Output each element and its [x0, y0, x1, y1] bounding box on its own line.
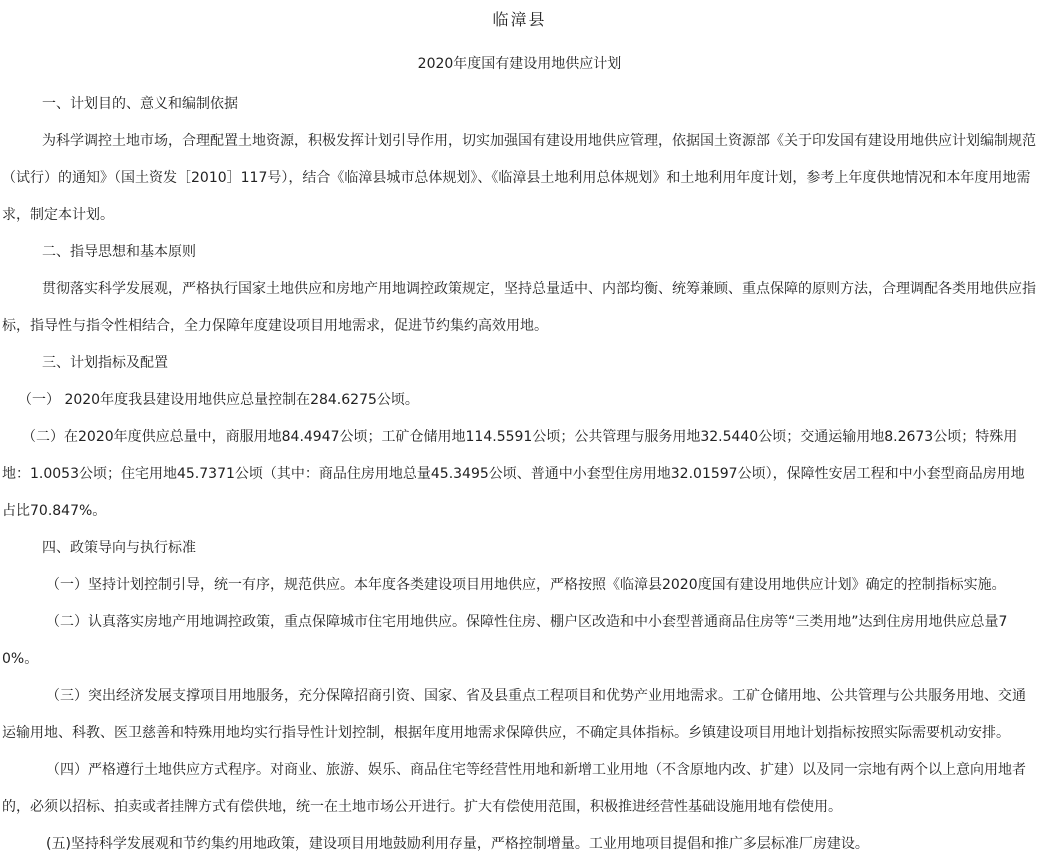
section-3-heading: 三、计划指标及配置	[42, 355, 168, 371]
section-3-item-2: （二）在2020年度供应总量中，商服用地84.4947公顷；工矿仓储用地114.5591公顷；公共管理与服务用地32.5440公顷；交通运输用地8.2673公顷；特殊用地：1.0053公顷；住宅用地45.7371公顷（其中：商品住房用地总量45.3495公顷、普通中小套型住房用地32.01597公顷），保障性安居工程和中小套型商品房用地占比70.847%。	[2, 429, 1025, 519]
document-subtitle: 2020年度国有建设用地供应计划	[417, 56, 622, 72]
section-4-heading: 四、政策导向与执行标准	[42, 540, 196, 556]
section-2-heading: 二、指导思想和基本原则	[42, 244, 196, 260]
section-1-body: 为科学调控土地市场，合理配置土地资源，积极发挥计划引导作用，切实加强国有建设用地供应管理，依据国土资源部《关于印发国有建设用地供应计划编制规范（试行）的通知》（国土资发［2010］117号），结合《临漳县城市总体规划》、《临漳县土地利用总体规划》和土地利用年度计划，参考上年度供地情况和本年度用地需求，制定本计划。	[2, 133, 1036, 223]
section-3-item-1: （一） 2020年度我县建设用地供应总量控制在284.6275公顷。	[18, 392, 419, 408]
section-4-item-5: (五)坚持科学发展观和节约集约用地政策，建设项目用地鼓励利用存量，严格控制增量。工业用地项目提倡和推广多层标准厂房建设。	[46, 836, 869, 852]
section-4-item-2: （二）认真落实房地产用地调控政策，重点保障城市住宅用地供应。保障性住房、棚户区改造和中小套型普通商品住房等“三类用地”达到住房用地供应总量70%。	[2, 614, 1008, 667]
section-2-body: 贯彻落实科学发展观，严格执行国家土地供应和房地产用地调控政策规定，坚持总量适中、内部均衡、统筹兼顾、重点保障的原则方法，合理调配各类用地供应指标，指导性与指令性相结合，全力保障年度建设项目用地需求，促进节约集约高效用地。	[2, 281, 1036, 334]
document-title: 临漳县	[492, 10, 547, 29]
section-1-heading: 一、计划目的、意义和编制依据	[42, 96, 238, 112]
section-4-item-4: （四）严格遵行土地供应方式程序。对商业、旅游、娱乐、商品住宅等经营性用地和新增工业用地（不含原地内改、扩建）以及同一宗地有两个以上意向用地者的，必须以招标、拍卖或者挂牌方式有偿供地，统一在土地市场公开进行。扩大有偿使用范围，积极推进经营性基础设施用地有偿使用。	[2, 762, 1026, 815]
section-4-item-1: （一）坚持计划控制引导，统一有序，规范供应。本年度各类建设项目用地供应，严格按照《临漳县2020度国有建设用地供应计划》确定的控制指标实施。	[46, 577, 1006, 593]
section-4-item-3: （三）突出经济发展支撑项目用地服务，充分保障招商引资、国家、省及县重点工程项目和优势产业用地需求。工矿仓储用地、公共管理与公共服务用地、交通运输用地、科教、医卫慈善和特殊用地均实行指导性计划控制，根据年度用地需求保障供应，不确定具体指标。乡镇建设项目用地计划指标按照实际需要机动安排。	[2, 688, 1026, 741]
